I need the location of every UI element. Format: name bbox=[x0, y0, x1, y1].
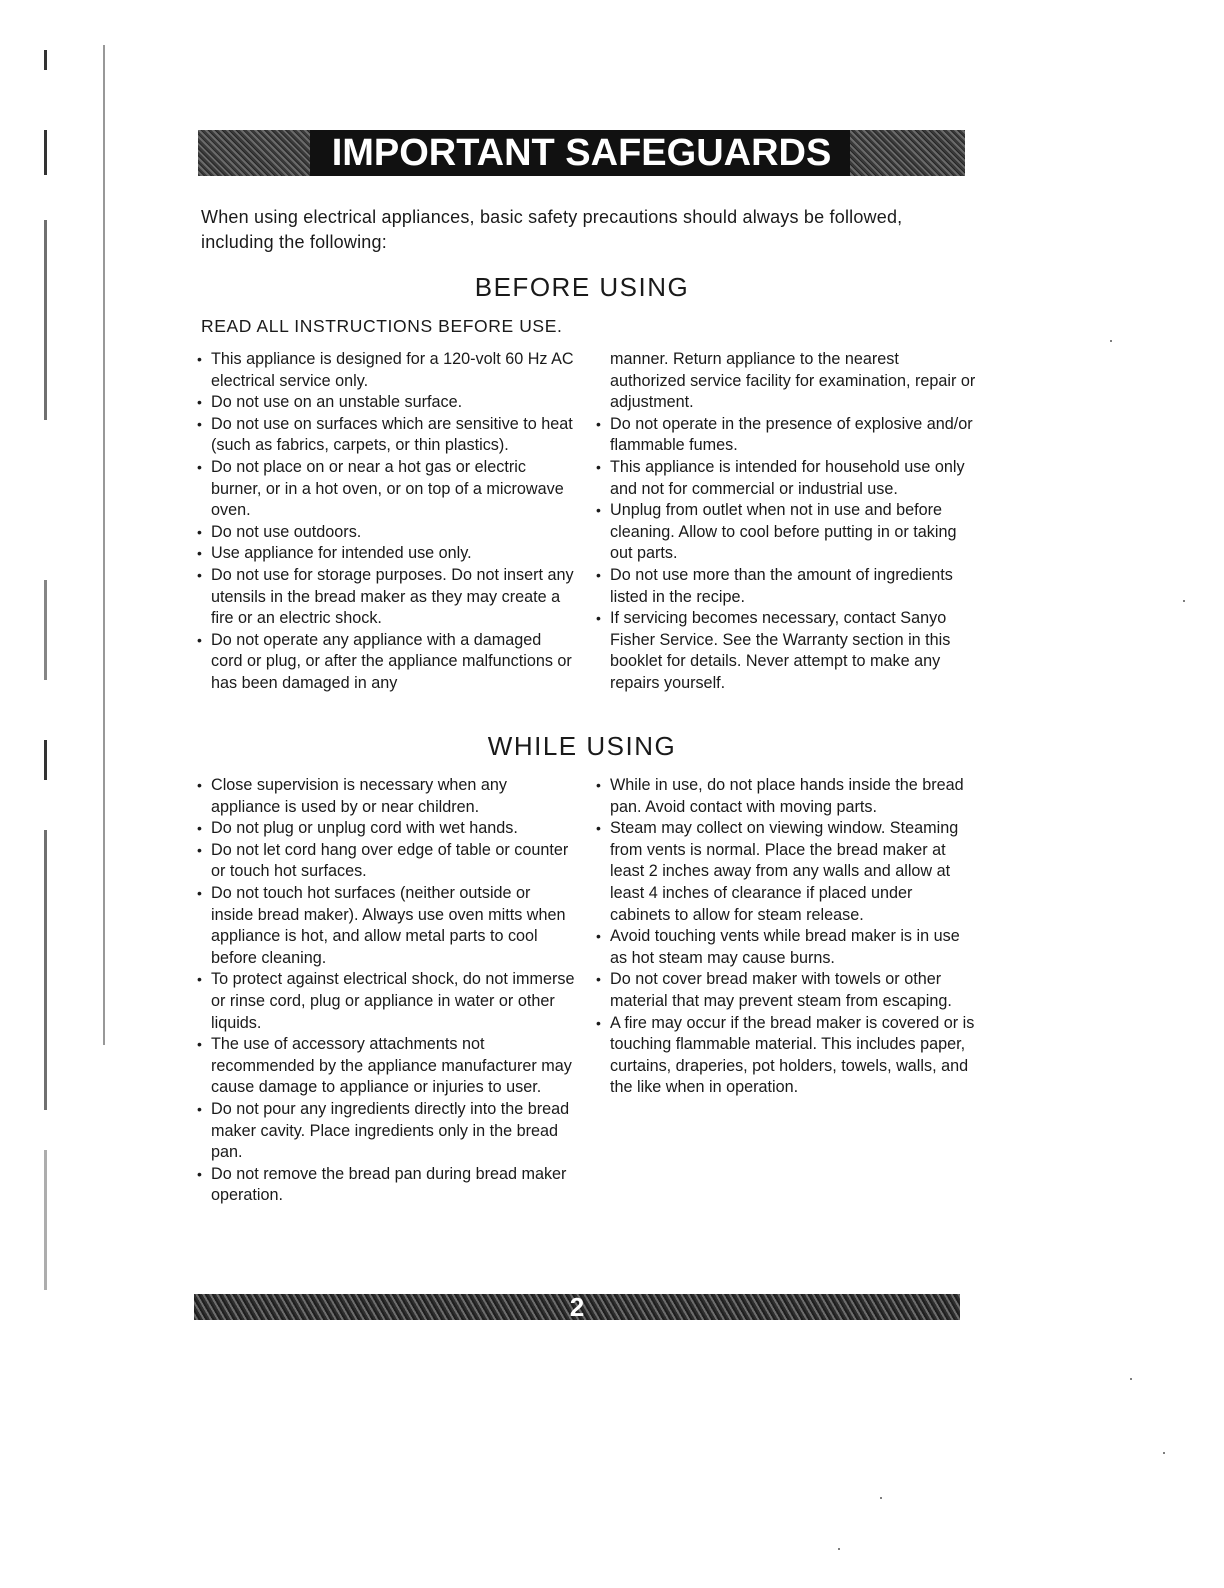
list-item: • A fire may occur if the bread maker is covered or is touching flammable material. This includes paper, curtains, draperies, pot holders, towels, walls, and the like when in operation. bbox=[596, 1013, 976, 1099]
list-item: • Do not use more than the amount of ingredients listed in the recipe. bbox=[596, 565, 976, 608]
intro-paragraph: When using electrical appliances, basic safety precautions should always be followed, including the following: bbox=[201, 207, 903, 252]
scan-speck bbox=[1130, 1378, 1132, 1380]
scan-speck bbox=[880, 1497, 882, 1499]
list-item: • Use appliance for intended use only. bbox=[197, 543, 577, 565]
list-item: • Do not use for storage purposes. Do not insert any utensils in the bread maker as they may create a fire or an electric shock. bbox=[197, 565, 577, 630]
footer-banner bbox=[194, 1294, 960, 1320]
while-using-right-list bbox=[596, 775, 976, 1099]
list-item-continuation: manner. Return appliance to the nearest authorized service facility for examination, repair or adjustment. bbox=[610, 350, 976, 412]
read-instructions-subheading: READ ALL INSTRUCTIONS BEFORE USE. bbox=[201, 316, 563, 336]
list-item: • If servicing becomes necessary, contact Sanyo Fisher Service. See the Warranty section in this booklet for details. Never attempt to make any repairs yourself. bbox=[596, 608, 976, 694]
scan-edge-artifact bbox=[44, 40, 48, 1340]
list-item: • This appliance is designed for a 120-volt 60 Hz AC electrical service only. bbox=[197, 349, 577, 392]
list-item: • Do not use outdoors. bbox=[197, 522, 577, 544]
scan-speck bbox=[1163, 1452, 1165, 1454]
list-item: • While in use, do not place hands inside the bread pan. Avoid contact with moving parts. bbox=[596, 775, 976, 818]
before-using-right-list bbox=[596, 349, 976, 695]
list-item: • Do not cover bread maker with towels or other material that may prevent steam from escaping. bbox=[596, 969, 976, 1012]
list-item: • Do not place on or near a hot gas or electric burner, or in a hot oven, or on top of a microwave oven. bbox=[197, 457, 577, 522]
list-item: • Do not operate in the presence of explosive and/or flammable fumes. bbox=[596, 414, 976, 457]
scan-line-artifact bbox=[103, 45, 105, 1045]
list-item: • To protect against electrical shock, do not immerse or rinse cord, plug or appliance in water or other liquids. bbox=[197, 969, 577, 1034]
list-item: • Do not let cord hang over edge of table or counter or touch hot surfaces. bbox=[197, 840, 577, 883]
scan-speck bbox=[838, 1548, 840, 1550]
list-item: • Do not use on surfaces which are sensitive to heat (such as fabrics, carpets, or thin plastics). bbox=[197, 414, 577, 457]
list-item: • This appliance is intended for household use only and not for commercial or industrial use. bbox=[596, 457, 976, 500]
while-using-left-list bbox=[197, 775, 577, 1207]
list-item: • Do not pour any ingredients directly into the bread maker cavity. Place ingredients only in the bread pan. bbox=[197, 1099, 577, 1164]
page-title: IMPORTANT SAFEGUARDS bbox=[331, 132, 832, 174]
list-item: • Do not remove the bread pan during bread maker operation. bbox=[197, 1164, 577, 1207]
list-item: • Steam may collect on viewing window. Steaming from vents is normal. Place the bread maker at least 2 inches away from any walls and allow at least 4 inches of clearance if placed under cabinets to allow for steam release. bbox=[596, 818, 976, 926]
list-item: • Do not touch hot surfaces (neither outside or inside bread maker). Always use oven mitts when appliance is hot, and allow metal parts to cool before cleaning. bbox=[197, 883, 577, 969]
scan-speck bbox=[1183, 600, 1185, 602]
before-using-heading: BEFORE USING bbox=[474, 272, 690, 302]
page-number: 2 bbox=[569, 1292, 585, 1322]
list-item: • Do not operate any appliance with a damaged cord or plug, or after the appliance malfunctions or has been damaged in any bbox=[197, 630, 577, 695]
list-item: • Close supervision is necessary when any appliance is used by or near children. bbox=[197, 775, 577, 818]
list-item: • Do not plug or unplug cord with wet hands. bbox=[197, 818, 577, 840]
list-item: • Avoid touching vents while bread maker is in use as hot steam may cause burns. bbox=[596, 926, 976, 969]
list-item: • Unplug from outlet when not in use and before cleaning. Allow to cool before putting in or taking out parts. bbox=[596, 500, 976, 565]
while-using-heading: WHILE USING bbox=[487, 731, 677, 761]
title-banner bbox=[198, 130, 965, 176]
scan-speck bbox=[1110, 340, 1112, 342]
list-item: • Do not use on an unstable surface. bbox=[197, 392, 577, 414]
list-item: • The use of accessory attachments not recommended by the appliance manufacturer may cause damage to appliance or injuries to user. bbox=[197, 1034, 577, 1099]
before-using-left-list bbox=[197, 349, 577, 695]
